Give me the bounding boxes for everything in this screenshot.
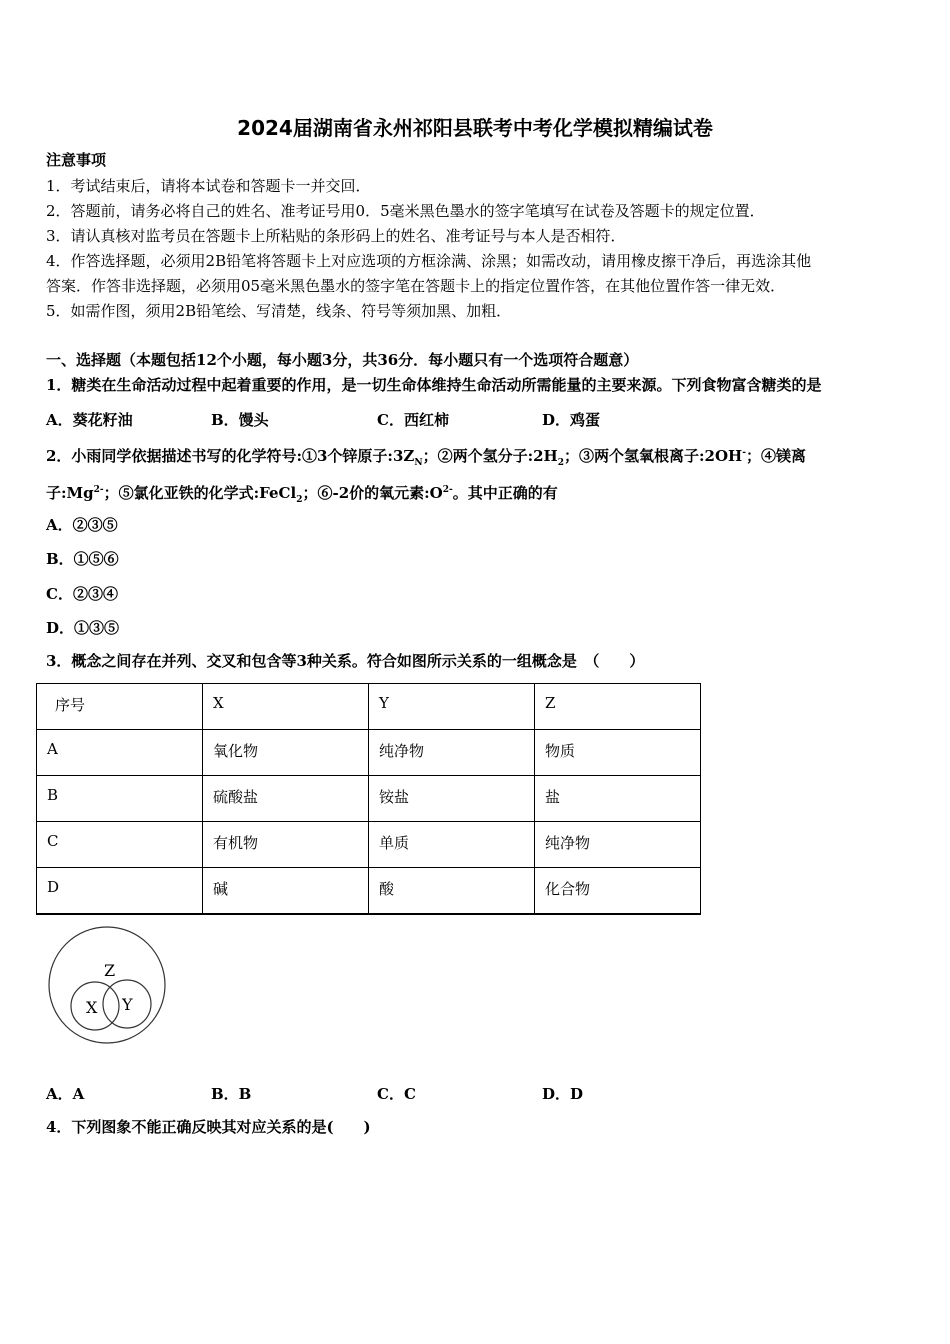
table-cell: 纯净物 [535,822,701,868]
q3-option-d: D．D [542,1085,584,1103]
table-cell: 盐 [535,776,701,822]
page-title: 2024届湖南省永州祁阳县联考中考化学模拟精编试卷 [237,116,713,140]
table-cell: D [37,868,203,914]
table-row [37,730,701,776]
notice-item: 1．考试结束后，请将本试卷和答题卡一并交回． [46,177,371,195]
table-header: 序号 [37,684,203,730]
table-cell: 铵盐 [369,776,535,822]
q1-option-a: A．葵花籽油 [46,411,133,429]
q2-option-b: B．①⑤⑥ [46,550,119,568]
question-2-line-1 [46,443,806,473]
q2-option-d: D．①③⑤ [46,619,120,637]
q1-option-b: B．馒头 [211,411,269,429]
table-cell: 化合物 [535,868,701,914]
table-row [37,776,701,822]
table-cell: 有机物 [203,822,369,868]
text: 2 [296,495,303,505]
question-2-line-2 [46,480,558,510]
q2-option-a: A．②③⑤ [46,516,118,534]
q3-option-b: B．B [211,1085,252,1103]
table-cell: 物质 [535,730,701,776]
table-header: Y [369,684,535,730]
label-z: Z [104,961,116,980]
text: - [742,448,746,458]
table-header: Z [535,684,701,730]
q2-option-c: C．②③④ [46,585,118,603]
text: 2- [93,485,104,495]
notice-item: 答案．作答非选择题，必须用05毫米黑色墨水的签字笔在答题卡上的指定位置作答，在其他位置作答一律无效． [46,277,786,295]
notice-item: 4．作答选择题，必须用2B铅笔将答题卡上对应选项的方框涂满、涂黑；如需改动，请用橡皮擦干净后，再选涂其他 [46,252,812,270]
table-row [37,868,701,914]
concept-table [36,683,701,915]
table-row [37,822,701,868]
question-3-stem: 3．概念之间存在并列、交叉和包含等3种关系。符合如图所示关系的一组概念是 （ ） [46,652,645,670]
notice-item: 5．如需作图，须用2B铅笔绘、写清楚，线条、符号等须加黑、加粗． [46,302,512,320]
label-x: X [86,998,98,1017]
text: 2 [557,458,564,468]
table-cell: 碱 [203,868,369,914]
table-cell: 单质 [369,822,535,868]
table-cell: 纯净物 [369,730,535,776]
section-heading: 一、选择题（本题包括12个小题，每小题3分，共36分．每小题只有一个选项符合题意） [46,351,639,369]
q1-option-d: D．鸡蛋 [542,411,601,429]
text: 2- [442,485,453,495]
table-cell: 硫酸盐 [203,776,369,822]
table-header: X [203,684,369,730]
text: N [414,458,423,468]
q1-option-c: C．西红柿 [377,411,449,429]
text: 2．小雨同学依据描述书写的化学符号:①3个锌原子:3Z [46,447,415,465]
table-cell: 氧化物 [203,730,369,776]
text: ；⑥-2价的氧元素:O [302,484,443,502]
table-cell: 酸 [369,868,535,914]
table-header-row [37,684,701,730]
table-cell: C [37,822,203,868]
q3-option-c: C．C [377,1085,416,1103]
text: ；④镁离 [745,447,806,465]
table-cell: B [37,776,203,822]
text: ；③两个氢氧根离子:2OH [564,447,743,465]
table-cell: A [37,730,203,776]
notice-item: 3．请认真核对监考员在答题卡上所粘贴的条形码上的姓名、准考证号与本人是否相符． [46,227,626,245]
label-y: Y [122,995,133,1014]
text: ；②两个氢分子:2H [422,447,558,465]
venn-diagram [40,922,180,1047]
text: 子:Mg [46,484,94,502]
question-4-stem: 4．下列图象不能正确反映其对应关系的是( ) [46,1118,371,1136]
text: ；⑤氯化亚铁的化学式:FeCl [103,484,297,502]
notice-item: 2．答题前，请务必将自己的姓名、准考证号用0．5毫米黑色墨水的签字笔填写在试卷及答题卡的规定位置． [46,202,765,220]
notice-heading: 注意事项 [46,151,107,169]
q3-option-a: A．A [46,1085,85,1103]
text: 。其中正确的有 [452,484,558,502]
question-1-stem: 1．糖类在生命活动过程中起着重要的作用，是一切生命体维持生命活动所需能量的主要来源。下列食物富含糖类的是 [46,376,822,394]
